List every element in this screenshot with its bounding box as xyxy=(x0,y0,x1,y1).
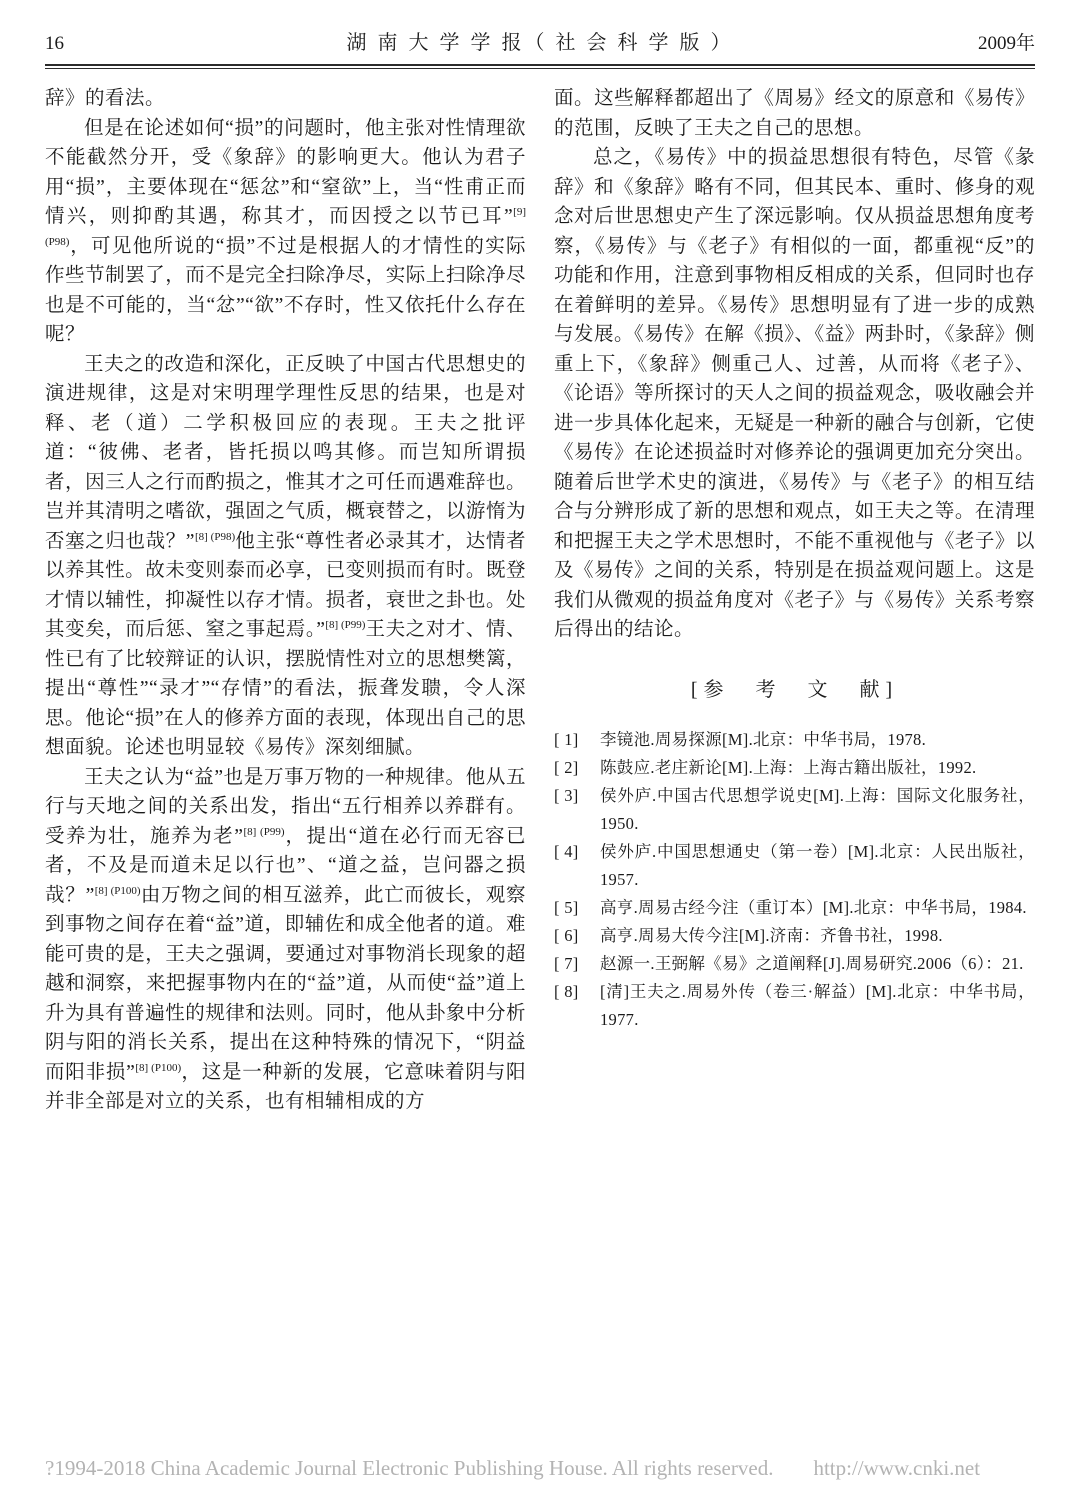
reference-item xyxy=(554,950,1035,978)
reference-text: 高亨.周易大传今注[M].济南：齐鲁书社，1998. xyxy=(600,925,943,945)
reference-number: [ 2] xyxy=(554,757,579,777)
reference-number: [ 3] xyxy=(554,785,579,805)
page-footer xyxy=(45,1456,1035,1481)
paragraph: 王夫之认为“益”也是万事万物的一种规律。他从五行与天地之间的关系出发，指出“五行相养以养群有。受养为壮，施养为老”$^{[8] (P99)}$，提出“道在必行而无容已者，不及是而道未足以行也”、“道之益，岂问器之损哉？”$^{[8] (P100)}$由万物之间的相互滋养，此亡而彼长，观察到事物之间存在着“益”道，即辅佐和成全他者的道。难能可贵的是，王夫之强调，要通过对事物消长现象的超越和洞察，来把握事物内在的“益”道，从而使“益”道上升为具有普遍性的规律和法则。同时，他从卦象中分析阴与阳的消长关系，提出在这种特殊的情况下，“阴益而阳非损”$^{[8] (P100)}$，这是一种新的发展，它意味着阴与阳并非全部是对立的关系，也有相辅相成的方 xyxy=(45,766,527,1112)
references-list xyxy=(554,726,1035,1034)
reference-text: 李镜池.周易探源[M].北京：中华书局，1978. xyxy=(600,729,927,749)
reference-item xyxy=(554,838,1035,894)
paragraph: 但是在论述如何“损”的问题时，他主张对性情理欲不能截然分开，受《象辞》的影响更大。他认为君子用“损”，主要体现在“惩忿”和“窒欲”上，当“性甫正而情兴，则抑酌其遇，称其才，而因授之以节已耳”$^{[9] (P98)}$，可见他所说的“损”不过是根据人的才情性的实际作些节制罢了，而不是完全扫除净尽，实际上扫除净尽也是不可能的，当“忿”“欲”不存时，性又依托什么存在呢？ xyxy=(45,117,526,345)
paragraph: 辞》的看法。 xyxy=(45,88,166,109)
reference-item xyxy=(554,754,1035,782)
header-divider-rule xyxy=(45,64,1035,69)
references-heading: [参 考 文 献] xyxy=(690,678,899,701)
citation-superscript: [8] (P100) xyxy=(135,1061,182,1074)
reference-item xyxy=(554,978,1035,1034)
reference-item xyxy=(554,922,1035,950)
reference-number: [ 1] xyxy=(554,729,579,749)
citation-superscript: [8] (P99) xyxy=(243,825,285,838)
page-header xyxy=(45,26,1035,55)
reference-text: 侯外庐.中国思想通史（第一卷）[M].北京：人民出版社，1957. xyxy=(600,841,1035,889)
reference-text: 侯外庐.中国古代思想学说史[M].上海：国际文化服务社，1950. xyxy=(600,785,1035,833)
right-column xyxy=(554,84,1035,1117)
reference-item xyxy=(554,726,1035,754)
reference-number: [ 6] xyxy=(554,925,579,945)
journal-title: 湖 南 大 学 学 报（ 社 会 科 学 版 ） xyxy=(346,32,734,54)
reference-text: 赵源一.王弼解《易》之道阐释[J].周易研究.2006（6）：21. xyxy=(600,953,1024,973)
citation-superscript: [8] (P100) xyxy=(94,884,141,897)
reference-item xyxy=(554,782,1035,838)
reference-number: [ 7] xyxy=(554,953,579,973)
page-number: 16 xyxy=(45,33,64,54)
citation-superscript: [8] (P99) xyxy=(325,619,366,631)
reference-text: [清]王夫之.周易外传（卷三·解益）[M].北京：中华书局，1977. xyxy=(600,981,1035,1029)
left-column xyxy=(45,84,526,1117)
copyright-notice: ?1994-2018 China Academic Journal Electronic Publishing House. All rights reserved. xyxy=(45,1456,774,1480)
right-column-paragraphs xyxy=(554,84,1035,645)
article-body xyxy=(45,84,1035,1117)
paragraph: 王夫之的改造和深化，正反映了中国古代思想史的演进规律，这是对宋明理学理性反思的结果，也是对释、老（道）二学积极回应的表现。王夫之批评道：“彼佛、老者，皆托损以鸣其修。而岂知所谓损者，因三人之行而酌损之，惟其才之可任而遇难辞也。岂并其清明之嗜欲，强固之气质，概衰替之，以游惰为否塞之归也哉？”$^{[8] (P98)}$他主张“尊性者必录其才，达情者以养其性。故未变则泰而必享，已变则损而有时。既登才情以辅性，抑凝性以存才情。损者，衰世之卦也。处其变矣，而后惩、窒之事起焉。”$^{[8] (P99)}$王夫之对才、情、性已有了比较辩证的认识，摆脱情性对立的思想樊篱，提出“尊性”“录才”“存情”的看法，振聋发聩，令人深思。他论“损”在人的修养方面的表现，体现出自己的思想面貌。论述也明显较《易传》深刻细腻。 xyxy=(45,353,526,758)
reference-number: [ 5] xyxy=(554,897,579,917)
citation-superscript: [8] (P98) xyxy=(194,530,236,543)
paragraph: 总之，《易传》中的损益思想很有特色，尽管《彖辞》和《象辞》略有不同，但其民本、重时、修身的观念对后世思想史产生了深远影响。仅从损益思想角度考察，《易传》与《老子》有相似的一面，都重视“反”的功能和作用，注意到事物相反相成的关系，但同时也存在着鲜明的差异。《易传》思想明显有了进一步的成熟与发展。《易传》在解《损》、《益》两卦时，《彖辞》侧重上下，《象辞》侧重己人、过善，从而将《老子》、《论语》等所探讨的天人之间的损益观念，吸收融会并进一步具体化起来，无疑是一种新的融合与创新，它使《易传》在论述损益时对修养论的强调更加充分突出。随着后世学术史的演进，《易传》与《老子》的相互结合与分辨形成了新的思想和观点，如王夫之等。在清理和把握王夫之学术思想时，不能不重视他与《老子》以及《易传》之间的关系，特别是在损益观问题上。这是我们从微观的损益角度对《老子》与《易传》关系考察后得出的结论。 xyxy=(554,147,1036,640)
issue-year: 2009年 xyxy=(977,33,1035,54)
reference-number: [ 4] xyxy=(554,841,579,861)
reference-item xyxy=(554,894,1035,922)
reference-text: 高亨.周易古经今注（重订本）[M].北京：中华书局，1984. xyxy=(600,897,1027,917)
reference-text: 陈鼓应.老庄新论[M].上海：上海古籍出版社，1992. xyxy=(600,757,977,777)
cnki-url: http://www.cnki.net xyxy=(813,1456,981,1480)
reference-number: [ 8] xyxy=(554,981,579,1001)
paragraph: 面。这些解释都超出了《周易》经文的原意和《易传》的范围，反映了王夫之自己的思想。 xyxy=(554,88,1035,139)
citation-superscript: [9] (P98) xyxy=(45,206,526,248)
